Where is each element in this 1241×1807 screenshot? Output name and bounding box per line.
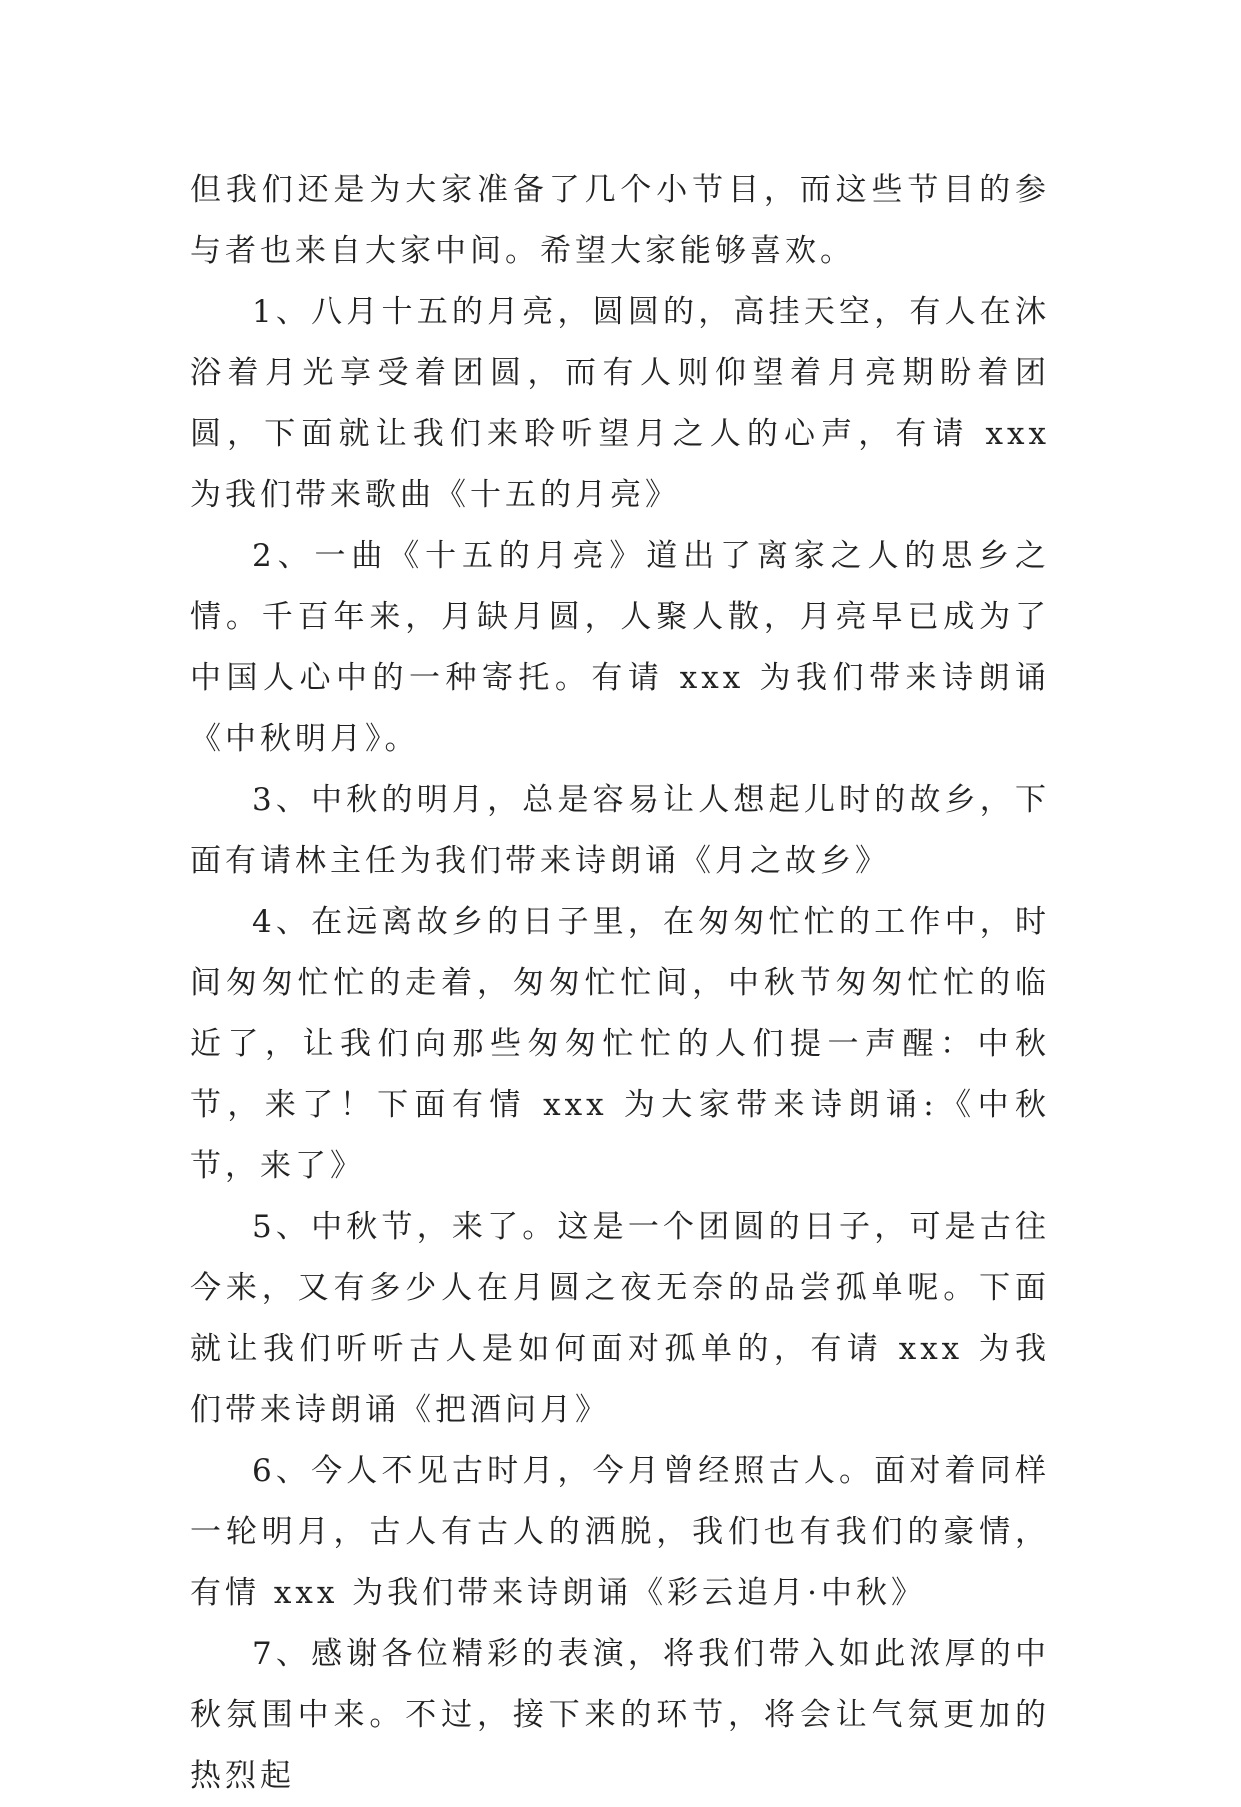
paragraph-item-3: 3、中秋的明月，总是容易让人想起儿时的故乡，下面有请林主任为我们带来诗朗诵《月之故乡》 bbox=[190, 782, 1050, 879]
paragraph-intro: 但我们还是为大家准备了几个小节目，而这些节目的参与者也来自大家中间。希望大家能够喜欢。 bbox=[190, 172, 1050, 269]
paragraph-item-4: 4、在远离故乡的日子里，在匆匆忙忙的工作中，时间匆匆忙忙的走着，匆匆忙忙间，中秋节匆匆忙忙的临近了，让我们向那些匆匆忙忙的人们提一声醒：中秋节，来了！下面有情 xxx 为大家带来诗朗诵:《中秋节，来了》 bbox=[190, 904, 1050, 1184]
paragraph-item-7: 7、感谢各位精彩的表演，将我们带入如此浓厚的中秋氛围中来。不过，接下来的环节，将会让气氛更加的热烈起 bbox=[190, 1636, 1050, 1794]
paragraph-item-2: 2、一曲《十五的月亮》道出了离家之人的思乡之情。千百年来，月缺月圆，人聚人散，月亮早已成为了中国人心中的一种寄托。有请 xxx 为我们带来诗朗诵《中秋明月》。 bbox=[190, 538, 1050, 757]
paragraph-item-1: 1、八月十五的月亮，圆圆的，高挂天空，有人在沐浴着月光享受着团圆，而有人则仰望着月亮期盼着团圆，下面就让我们来聆听望月之人的心声，有请 xxx 为我们带来歌曲《十五的月亮》 bbox=[190, 294, 1050, 513]
document-body bbox=[190, 160, 1050, 1807]
paragraph-item-6: 6、今人不见古时月，今月曾经照古人。面对着同样一轮明月，古人有古人的洒脱，我们也有我们的豪情，有情 xxx 为我们带来诗朗诵《彩云追月·中秋》 bbox=[190, 1453, 1050, 1611]
paragraph-item-5: 5、中秋节，来了。这是一个团圆的日子，可是古往今来，又有多少人在月圆之夜无奈的品尝孤单呢。下面就让我们听听古人是如何面对孤单的，有请 xxx 为我们带来诗朗诵《把酒问月》 bbox=[190, 1209, 1050, 1428]
